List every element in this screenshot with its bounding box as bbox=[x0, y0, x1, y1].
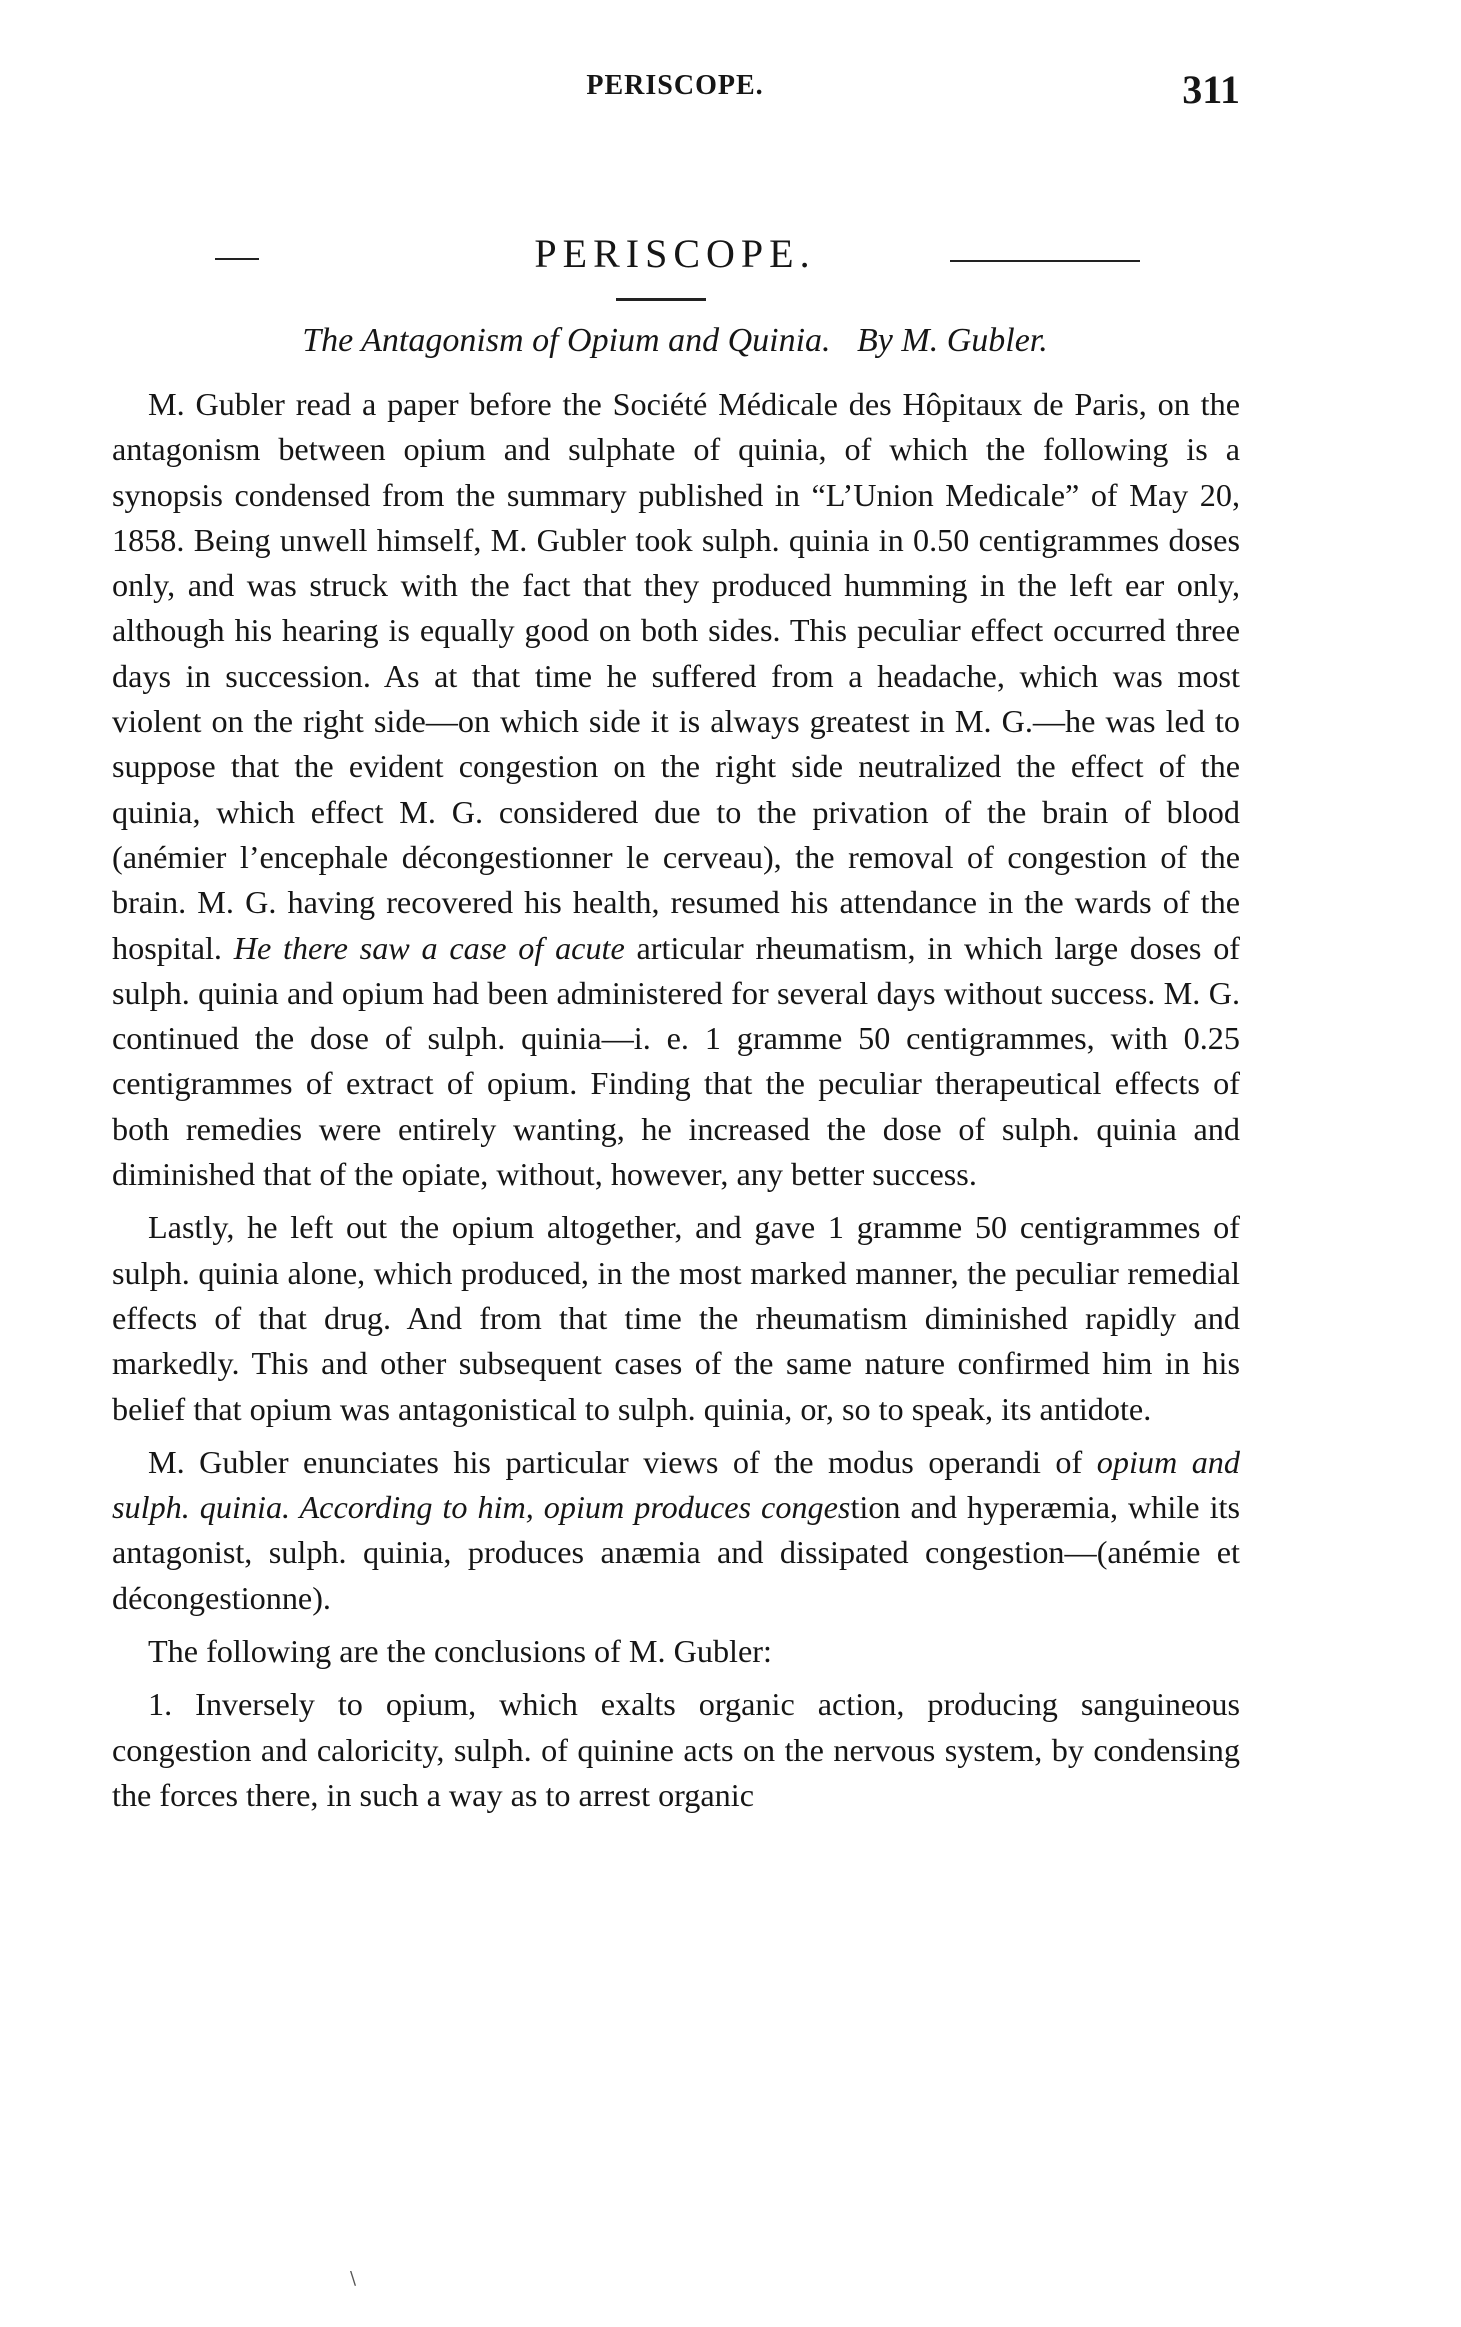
article-body bbox=[112, 382, 1240, 1826]
article-title: The Antagonism of Opium and Quinia. bbox=[302, 322, 831, 359]
italic-text: He there saw a case of acute bbox=[233, 929, 625, 966]
section-dash-right bbox=[950, 260, 1140, 262]
running-head bbox=[110, 67, 1240, 112]
article-title-line bbox=[110, 322, 1240, 360]
section-heading bbox=[110, 230, 1240, 290]
section-title: PERISCOPE. bbox=[534, 231, 816, 276]
paragraph bbox=[112, 382, 1240, 1197]
paragraph-text: tion and hyperæmia, while its antagonist, sulph. quinia, produces anæmia and dissipated congestion—(anémie et décongestionne). bbox=[112, 1489, 1240, 1616]
paragraph bbox=[112, 1205, 1240, 1431]
paragraph-text: M. Gubler enunciates his particular views of the modus operandi of bbox=[148, 1443, 1097, 1480]
italic-text: opium and sulph. quinia. According to him, opium produces conges bbox=[112, 1443, 1240, 1526]
stray-mark: \ bbox=[350, 2268, 357, 2289]
paragraph-text: articular rheumatism, in which large doses of sulph. quinia and opium had been administered for several days without success. M. G. continued the dose of sulph. quinia—i. e. 1 gramme 50 centigrammes, with 0.25 centigrammes of extract of opium. Finding that the peculiar therapeutical effects of both remedies were entirely wanting, he increased the dose of sulph. quinia and diminished that of the opiate, without, however, any better success. bbox=[112, 929, 1241, 1193]
paragraph bbox=[112, 1629, 1240, 1674]
paragraph-text: The following are the conclusions of M. Gubler: bbox=[148, 1633, 772, 1670]
page-number: 311 bbox=[1182, 67, 1240, 112]
paragraph bbox=[112, 1682, 1240, 1818]
title-rule bbox=[616, 298, 706, 301]
paragraph-text: Lastly, he left out the opium altogether, and gave 1 gramme 50 centigrammes of sulph. quinia alone, which produced, in the most marked manner, the peculiar remedial effects of that drug. And from that time the rheumatism diminished rapidly and markedly. This and other subsequent cases of the same nature confirmed him in his belief that opium was antagonistical to sulph. quinia, or, so to speak, its antidote. bbox=[112, 1209, 1240, 1427]
paragraph bbox=[112, 1440, 1240, 1621]
running-title: PERISCOPE. bbox=[586, 70, 764, 101]
paragraph-text: 1. Inversely to opium, which exalts organic action, producing sanguineous congestion and caloricity, sulph. of quinine acts on the nervous system, by condensing the forces there, in such a way as to arrest organic bbox=[112, 1686, 1240, 1813]
paragraph-text: M. Gubler read a paper before the Société Médicale des Hôpitaux de Paris, on the antagonism between opium and sulphate of quinia, of which the following is a synopsis condensed from the summary published in “L’Union Medicale” of May 20, 1858. Being unwell himself, M. Gubler took sulph. quinia in 0.50 centigrammes doses only, and was struck with the fact that they produced humming in the left ear only, although his hearing is equally good on both sides. This peculiar effect occurred three days in succession. As at that time he suffered from a headache, which was most violent on the right side—on which side it is always greatest in M. G.—he was led to suppose that the evident congestion on the right side neutralized the effect of the quinia, which effect M. G. considered due to the privation of the brain of blood (anémier l’encephale décongestionner le cerveau), the removal of congestion of the brain. M. G. having recovered his health, resumed his attendance in the wards of the hospital. bbox=[112, 386, 1240, 966]
article-author: By M. Gubler. bbox=[857, 322, 1048, 359]
